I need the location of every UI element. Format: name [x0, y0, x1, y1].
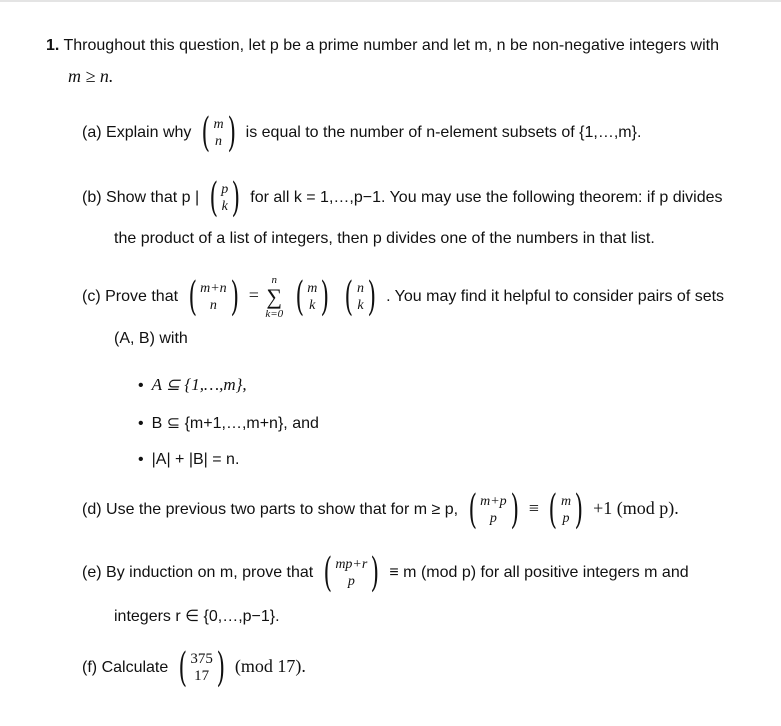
part-f-label: (f): [82, 659, 98, 677]
part-f-text2: (mod 17).: [234, 656, 306, 677]
binom-m-k: ( m k ): [295, 274, 330, 320]
bullet-item: • |A| + |B| = n.: [138, 451, 240, 468]
part-e-text1: By induction on m, prove that: [106, 564, 314, 582]
binom-mpr-p: ( mp+r p ): [323, 550, 380, 596]
bullet-item: • B ⊆ {m+1,…,m+n}, and: [138, 415, 319, 432]
part-d-label: (d): [82, 501, 102, 519]
part-a-text2: is equal to the number of n-element subsets of {1,…,m}.: [245, 124, 642, 142]
part-b-text2: for all k = 1,…,p−1. You may use the following theorem: if p divides: [250, 189, 723, 207]
part-b: [82, 175, 723, 221]
part-e: [82, 550, 689, 596]
part-a: [82, 110, 642, 156]
binom-m-n: ( m n ): [201, 110, 236, 156]
part-e-label: (e): [82, 564, 102, 582]
part-c-label: (c): [82, 288, 101, 306]
binom-m-p: ( m p ): [548, 487, 584, 533]
binom-375-17: ( 375 17 ): [178, 645, 225, 691]
part-d: (d) Use the previous two parts to show that for m ≥ p, ( m+p p ) ≡ ( m p ) +1 (mod p).: [82, 487, 679, 533]
part-a-text1: Explain why: [106, 124, 192, 142]
part-b-cont: [114, 230, 655, 248]
question-number: 1.: [46, 37, 60, 54]
part-c: (c) Prove that ( m+n n ) = n ∑ k=0 ( m k ) ( n k ) . You may find it helpful to consider pairs of sets: [82, 274, 725, 320]
part-b-text1: Show that p |: [106, 189, 200, 207]
question-intro: [46, 37, 719, 55]
part-b-label: (b): [82, 189, 102, 207]
question-intro-text: Throughout this question, let p be a prime number and let m, n be non-negative integers with: [63, 37, 719, 54]
part-c-text3: (A, B) with: [114, 330, 188, 347]
part-c-cont: [114, 330, 188, 348]
part-f: [82, 645, 306, 691]
question-intro-cont: [68, 66, 113, 87]
binom-mp-p: ( m+p p ): [468, 487, 519, 533]
part-d-text2: +1 (mod p).: [593, 498, 679, 519]
summation: n ∑ k=0: [265, 274, 284, 320]
binom-p-k: ( p k ): [209, 175, 241, 221]
part-d-text1: Use the previous two parts to show that for m ≥ p,: [106, 501, 459, 519]
part-e-cont: [114, 606, 280, 626]
part-b-text3: the product of a list of integers, then p divides one of the numbers in that list.: [114, 230, 655, 247]
part-e-text2: ≡ m (mod p) for all positive integers m and: [389, 564, 689, 582]
part-c-text2: . You may find it helpful to consider pairs of sets: [386, 288, 725, 306]
m-geq-n: m ≥ n.: [68, 66, 114, 86]
bullet-item: • A ⊆ {1,…,m},: [138, 375, 247, 394]
binom-n-k: ( n k ): [344, 274, 377, 320]
part-f-text1: Calculate: [101, 659, 169, 677]
part-a-label: (a): [82, 124, 102, 142]
part-e-text3: integers r ∈ {0,…,p−1}.: [114, 608, 280, 625]
binom-mn-n: ( m+n n ): [188, 274, 239, 320]
top-rule: [0, 0, 781, 2]
part-c-text1: Prove that: [105, 288, 179, 306]
